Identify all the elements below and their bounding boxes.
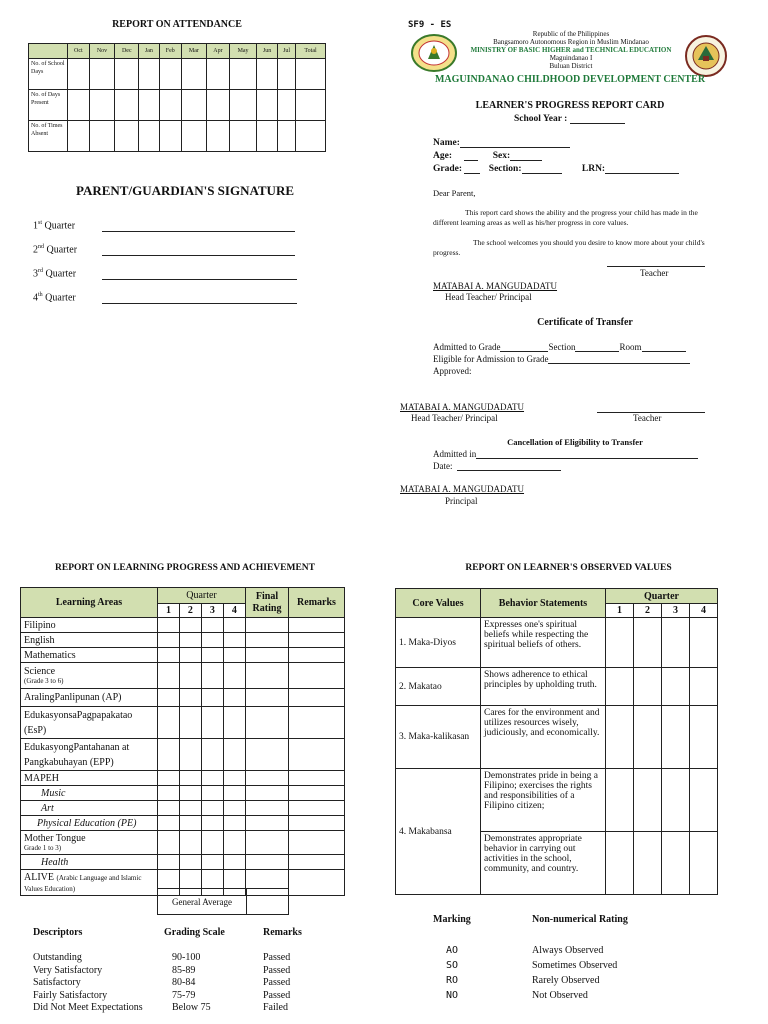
marking-ratings: Always Observed Sometimes Observed Rarely Observed Not Observed	[532, 945, 618, 1001]
table-row: EdukasyongPantahanan at Pangkabuhayan (EPP)	[21, 739, 345, 771]
month-header: Jul	[278, 44, 296, 59]
marking-header: Marking	[433, 914, 471, 925]
table-row: English	[21, 633, 345, 648]
quarter-num: 1	[606, 604, 634, 618]
division-text: Maguindanao I	[549, 54, 593, 62]
quarter-num: 2	[179, 604, 201, 618]
eligible-field: Eligible for Admission to Grade	[433, 354, 690, 364]
col-learning-areas: Learning Areas	[21, 588, 158, 618]
region-text: Bangsamoro Autonomous Region in Muslim Mindanao	[493, 38, 649, 46]
signature-line[interactable]	[102, 279, 297, 280]
month-header: Jun	[257, 44, 278, 59]
month-header: Nov	[89, 44, 115, 59]
rating-header: Non-numerical Rating	[532, 914, 628, 925]
table-row: 4. Makabansa Demonstrates pride in being a Filipino; exercises the rights and responsibilities of a Filipino citizen;	[396, 769, 718, 832]
district-text: Buluan District	[549, 62, 593, 70]
attendance-title: REPORT ON ATTENDANCE	[112, 19, 242, 30]
table-row: 1. Maka-Diyos Expresses one's spiritual beliefs while respecting the spiritual beliefs of others.	[396, 618, 718, 668]
month-header: Mar	[182, 44, 207, 59]
date-field: Date:	[433, 461, 561, 471]
intro-paragraph: This report card shows the ability and the progress your child has made in the different learning areas as well as his/her progress in core values.	[433, 208, 698, 227]
table-row: Physical Education (PE)	[21, 816, 345, 831]
table-row: Demonstrates appropriate behavior in carrying out activities in the school, community, and country.	[396, 832, 718, 895]
attendance-row-label: No. of Days Present	[29, 90, 68, 121]
quarter-num: 1	[158, 604, 180, 618]
observed-values-table	[395, 588, 718, 895]
head-teacher-title: Head Teacher/ Principal	[411, 413, 498, 423]
admitted-in-field: Admitted in	[433, 449, 698, 459]
attendance-corner-header	[29, 44, 68, 59]
grading-scale-list: 90-100 85-89 80-84 75-79 Below 75	[172, 952, 211, 1013]
month-header: Dec	[115, 44, 139, 59]
month-header: Apr	[206, 44, 229, 59]
attendance-row-label: No. of School Days	[29, 59, 68, 90]
principal-name: MATABAI A. MANGUDADATU	[400, 402, 525, 412]
name-field: Name:	[433, 138, 570, 148]
teacher-label: Teacher	[633, 413, 662, 423]
month-header: Total	[296, 44, 326, 59]
table-row: 3. Maka-kalikasan Cares for the environment and utilizes resources wisely, judiciously, and economically.	[396, 706, 718, 769]
descriptors-header: Descriptors	[33, 927, 83, 938]
grading-scale-header: Grading Scale	[164, 927, 225, 938]
month-header: Oct	[68, 44, 90, 59]
table-row: ALIVE (Arabic Language and Islamic Values Education)	[21, 870, 345, 896]
teacher-label: Teacher	[640, 268, 669, 278]
learning-progress-table	[20, 587, 345, 896]
general-average-label: General Average	[158, 889, 247, 915]
quarter-signature-row: 2nd Quarter	[33, 244, 78, 256]
table-row: Music	[21, 786, 345, 801]
principal-name: MATABAI A. MANGUDADATU	[433, 281, 558, 291]
republic-text: Republic of the Philippines	[532, 30, 610, 38]
approved-label: Approved:	[433, 366, 472, 376]
admitted-grade-field: Admitted to Grade Section Room	[433, 342, 686, 352]
signature-line[interactable]	[102, 231, 295, 232]
table-row: Science (Grade 3 to 6)	[21, 663, 345, 689]
general-average-value[interactable]	[247, 889, 289, 915]
deped-logo-icon	[410, 33, 458, 73]
attendance-row-label: No. of Times Absent	[29, 121, 68, 152]
col-final-rating: Final Rating	[246, 588, 289, 618]
col-core-values: Core Values	[396, 589, 481, 618]
table-row: MAPEH	[21, 771, 345, 786]
col-quarter: Quarter	[606, 589, 718, 604]
month-header: May	[230, 44, 257, 59]
col-behavior: Behavior Statements	[481, 589, 606, 618]
certificate-title: Certificate of Transfer	[537, 317, 633, 328]
month-header: Jan	[139, 44, 159, 59]
teacher-signature-line	[607, 266, 705, 267]
table-row: AralingPanlipunan (AP)	[21, 689, 345, 707]
greeting: Dear Parent,	[433, 188, 476, 198]
table-row: EdukasyonsaPagpapakatao (EsP)	[21, 707, 345, 739]
learning-progress-title: REPORT ON LEARNING PROGRESS AND ACHIEVEMENT	[55, 563, 315, 573]
header-block	[460, 30, 682, 70]
age-field: Age: Sex:	[433, 151, 542, 161]
month-header: Feb	[159, 44, 182, 59]
table-row: Health	[21, 855, 345, 870]
col-quarter: Quarter	[158, 588, 246, 604]
ministry-text: MINISTRY OF BASIC HIGHER and TECHNICAL EDUCATION	[470, 46, 672, 54]
attendance-table	[28, 43, 326, 152]
descriptor-list: Outstanding Very Satisfactory Satisfactory Fairly Satisfactory Did Not Meet Expectations	[33, 952, 143, 1013]
quarter-num: 3	[662, 604, 690, 618]
quarter-num: 2	[634, 604, 662, 618]
table-row: Art	[21, 801, 345, 816]
general-average-table	[157, 888, 289, 915]
remarks-header: Remarks	[263, 927, 302, 938]
principal-title: Principal	[445, 496, 478, 506]
grade-field: Grade: Section: LRN:	[433, 164, 679, 174]
school-year-field: School Year :	[514, 114, 625, 124]
school-seal-icon	[684, 34, 728, 78]
cancellation-title: Cancellation of Eligibility to Transfer	[507, 437, 643, 447]
quarter-signature-row: 4th Quarter	[33, 292, 76, 304]
table-row: Mother Tongue Grade 1 to 3)	[21, 831, 345, 855]
form-code: SF9 - ES	[408, 20, 452, 30]
head-teacher-title: Head Teacher/ Principal	[445, 292, 532, 302]
report-card-title: LEARNER'S PROGRESS REPORT CARD	[475, 100, 665, 111]
signature-line[interactable]	[102, 303, 297, 304]
table-row: 2. Makatao Shows adherence to ethical principles by upholding truth.	[396, 668, 718, 706]
table-row: Mathematics	[21, 648, 345, 663]
principal-name: MATABAI A. MANGUDADATU	[400, 484, 525, 494]
quarter-signature-row: 1st Quarter	[33, 220, 76, 232]
quarter-num: 4	[223, 604, 245, 618]
col-remarks: Remarks	[289, 588, 345, 618]
table-row: Filipino	[21, 618, 345, 633]
remarks-list: Passed Passed Passed Passed Failed	[263, 952, 291, 1013]
parent-signature-title: PARENT/GUARDIAN'S SIGNATURE	[75, 183, 295, 198]
quarter-num: 4	[690, 604, 718, 618]
school-name: MAGUINDANAO CHILDHOOD DEVELOPMENT CENTER	[434, 74, 706, 85]
quarter-signature-row: 3rd Quarter	[33, 268, 77, 280]
welcome-paragraph: The school welcomes you should you desire to know more about your child's progress.	[433, 238, 705, 257]
signature-line[interactable]	[102, 255, 295, 256]
marking-codes: AO SO RO NO	[446, 945, 459, 1001]
observed-values-title: REPORT ON LEARNER'S OBSERVED VALUES	[465, 563, 672, 573]
quarter-num: 3	[201, 604, 223, 618]
